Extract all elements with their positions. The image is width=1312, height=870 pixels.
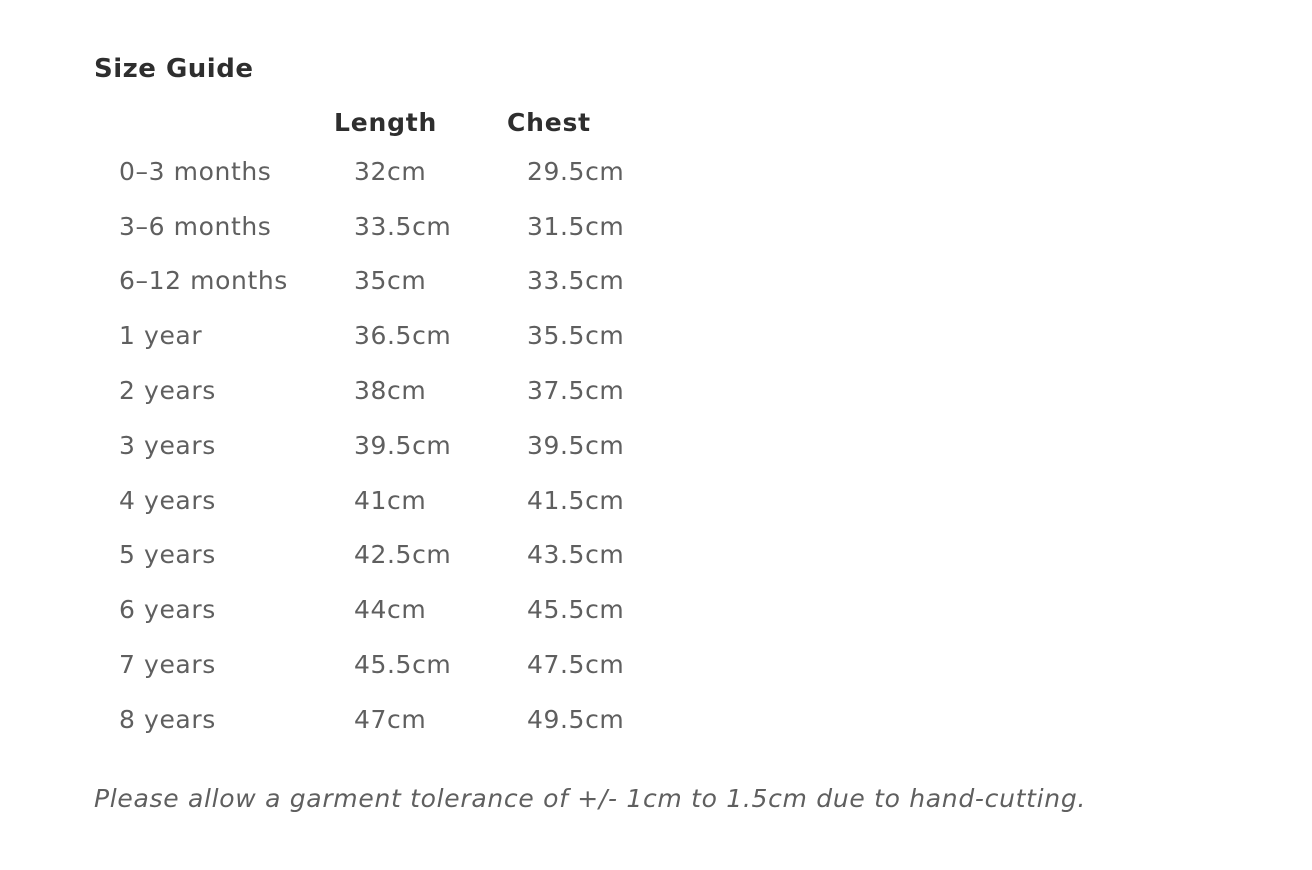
size-guide-title: Size Guide xyxy=(94,54,254,84)
table-row xyxy=(110,418,687,473)
size-table xyxy=(110,100,687,747)
table-row xyxy=(110,528,687,583)
chest-cell: 35.5cm xyxy=(527,321,625,351)
length-cell: 39.5cm xyxy=(354,430,452,460)
chest-cell: 45.5cm xyxy=(527,595,625,625)
tolerance-note: Please allow a garment tolerance of +/- 1cm to 1.5cm due to hand-cutting. xyxy=(94,784,1087,813)
size-column-header xyxy=(110,100,334,144)
size-cell: 8 years xyxy=(119,704,216,734)
chest-cell: 37.5cm xyxy=(527,376,625,406)
size-cell: 5 years xyxy=(119,540,216,570)
length-column-header: Length xyxy=(334,107,438,137)
size-cell: 7 years xyxy=(119,650,216,680)
length-cell: 38cm xyxy=(354,376,427,406)
table-row xyxy=(110,473,687,528)
chest-cell: 31.5cm xyxy=(527,211,625,241)
chest-cell: 33.5cm xyxy=(527,266,625,296)
chest-cell: 43.5cm xyxy=(527,540,625,570)
size-cell: 1 year xyxy=(119,321,203,351)
chest-column-header: Chest xyxy=(507,107,591,137)
size-cell: 2 years xyxy=(119,376,216,406)
length-cell: 32cm xyxy=(354,156,427,186)
size-cell: 6 years xyxy=(119,595,216,625)
table-row xyxy=(110,692,687,747)
chest-cell: 41.5cm xyxy=(527,485,625,515)
table-row xyxy=(110,144,687,199)
length-cell: 47cm xyxy=(354,704,427,734)
size-guide xyxy=(94,48,687,747)
table-row xyxy=(110,582,687,637)
length-cell: 42.5cm xyxy=(354,540,452,570)
size-cell: 3 years xyxy=(119,430,216,460)
size-table-header-row xyxy=(110,100,687,144)
size-cell: 0–3 months xyxy=(119,156,272,186)
chest-cell: 49.5cm xyxy=(527,704,625,734)
table-row xyxy=(110,637,687,692)
table-row xyxy=(110,363,687,418)
size-cell: 4 years xyxy=(119,485,216,515)
length-cell: 45.5cm xyxy=(354,650,452,680)
chest-cell: 47.5cm xyxy=(527,650,625,680)
length-cell: 33.5cm xyxy=(354,211,452,241)
length-cell: 35cm xyxy=(354,266,427,296)
length-cell: 41cm xyxy=(354,485,427,515)
chest-cell: 29.5cm xyxy=(527,156,625,186)
length-cell: 44cm xyxy=(354,595,427,625)
table-row xyxy=(110,199,687,254)
length-cell: 36.5cm xyxy=(354,321,452,351)
table-row xyxy=(110,254,687,309)
size-cell: 6–12 months xyxy=(119,266,288,296)
size-table-body xyxy=(110,144,687,747)
chest-cell: 39.5cm xyxy=(527,430,625,460)
table-row xyxy=(110,308,687,363)
size-cell: 3–6 months xyxy=(119,211,272,241)
